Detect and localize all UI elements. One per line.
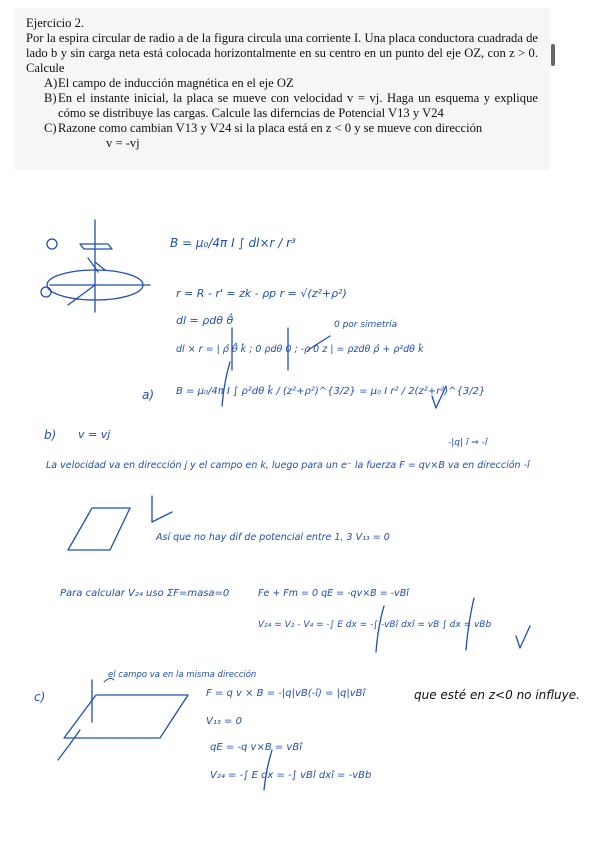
part-a-label: a) bbox=[142, 388, 155, 402]
loop-figure bbox=[41, 220, 150, 312]
exercise-statement: Por la espira circular de radio a de la figura circula una corriente I. Una placa conductora cuadrada de lado b y sin carga neta está colocada horizontalmente en su centro en un punto del eje OZ, con z > 0. Calcule bbox=[26, 31, 538, 75]
z-negative-note: que esté en z<0 no influye. bbox=[414, 688, 580, 702]
part-b-text: La velocidad va en dirección j y el campo en k, luego para un e⁻ la fuerza F = qv×B va en dirección -î bbox=[46, 460, 530, 471]
velocity: v = vj bbox=[78, 428, 111, 441]
dl-vector: dl = ρdθ θ̂ bbox=[176, 314, 234, 327]
same-direction-note: el campo va en la misma dirección bbox=[108, 670, 257, 680]
qe-part-c: qE = -q v×B = vBî bbox=[210, 742, 302, 753]
v24-part-b: V₂₄ = V₂ - V₄ = -∫ E dx = -∫ -vBî dxî = vB ∫ dx = vBb bbox=[258, 620, 492, 630]
plate-c bbox=[58, 678, 188, 760]
force-side-note: -|q| î ⇒ -î bbox=[448, 438, 488, 448]
symmetry-note: 0 por simetría bbox=[334, 320, 398, 330]
part-c-label: c) bbox=[34, 690, 46, 704]
r-vector: r = R - r' = zk - ρp r = √(z²+ρ²) bbox=[176, 287, 347, 300]
v13-part-c: V₁₃ = 0 bbox=[206, 716, 242, 727]
force-balance: Fe + Fm = 0 qE = -qv×B = -vBî bbox=[258, 588, 409, 599]
force-part-c: F = q v × B = -|q|vB(-î) = |q|vBî bbox=[206, 688, 366, 699]
calc-intro: Para calcular V₂₄ uso ΣF=masa=0 bbox=[60, 588, 230, 599]
item-a: A) El campo de inducción magnética en el eje OZ bbox=[44, 76, 294, 90]
exercise-title: Ejercicio 2. bbox=[26, 16, 85, 30]
item-c: C) Razone como cambian V13 y V24 si la placa está en z < 0 y se mueve con dirección bbox=[44, 121, 483, 135]
item-b: B) En el instante inicial, la placa se mueve con velocidad v = vj. Haga un esquema y explique cómo se distribuye las cargas. Calcule las diferncias de Potencial V13 y V24 bbox=[44, 91, 538, 120]
cross-product: dl × r = | ρ̂ θ̂ k̂ ; 0 ρdθ 0 ; -ρ 0 z | = ρzdθ ρ̂ + ρ²dθ k̂ bbox=[176, 344, 424, 355]
v24-part-c: V₂₄ = -∫ E dx = -∫ vBî dxî = -vBb bbox=[210, 770, 372, 781]
item-c-cont: v = -vj bbox=[106, 136, 140, 150]
part-a-result: B = μ₀/4π I ∫ ρ²dθ k̂ / (z²+ρ²)^{3/2} = μ₀ I r² / 2(z²+r²)^{3/2} bbox=[176, 386, 486, 397]
biot-savart: B = μ₀/4π I ∫ dl×r / r³ bbox=[170, 236, 296, 250]
part-b-label: b) bbox=[44, 428, 57, 442]
no-potential-difference: Así que no hay dif de potencial entre 1, 3 V₁₃ = 0 bbox=[156, 532, 390, 543]
